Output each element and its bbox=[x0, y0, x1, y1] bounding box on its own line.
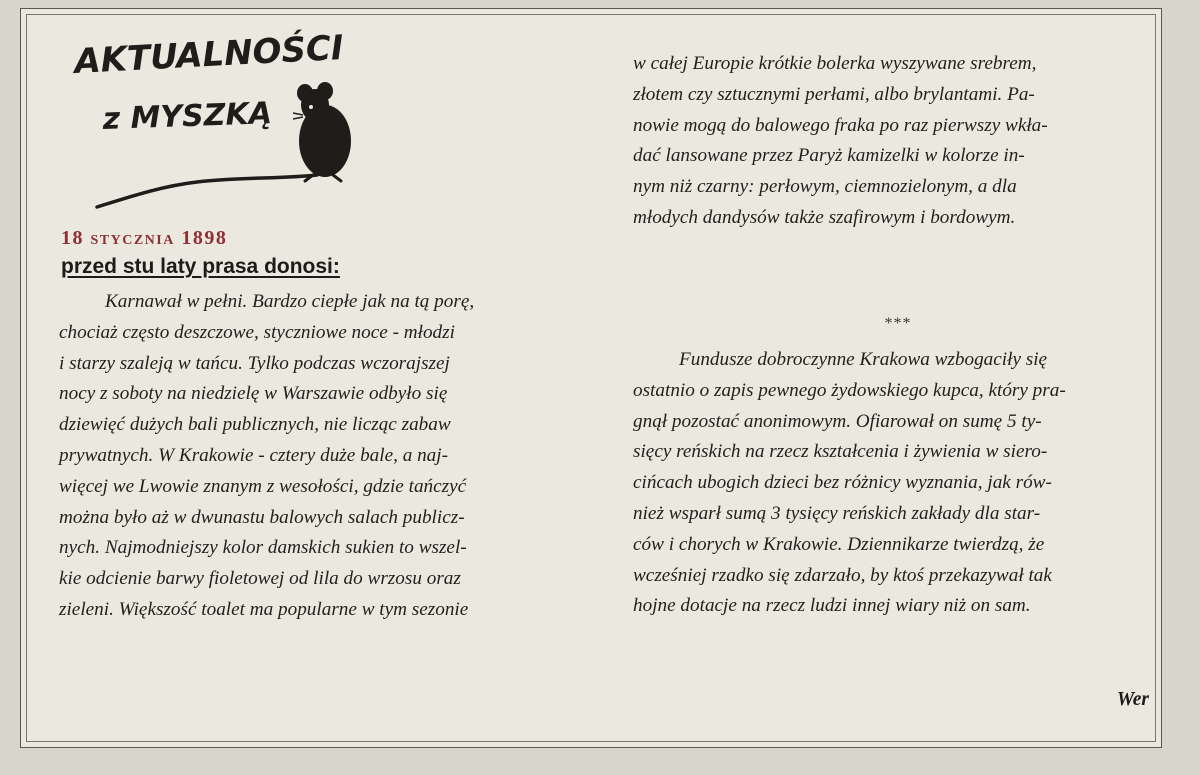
right-article-paragraph-2 bbox=[633, 345, 1163, 622]
left-article-line: chociaż często deszczowe, styczniowe noce - młodzi bbox=[59, 321, 455, 343]
mouse-icon bbox=[67, 29, 367, 224]
right-paragraph-2-line: nież wsparł sumą 3 tysięcy reńskich zakłady dla star- bbox=[633, 502, 1041, 524]
left-article-line: Karnawał w pełni. Bardzo ciepłe jak na tą porę, bbox=[105, 291, 475, 312]
section-heading: przed stu laty prasa donosi: bbox=[61, 255, 340, 278]
right-article-paragraph-1 bbox=[633, 49, 1163, 234]
news-box bbox=[20, 8, 1162, 748]
left-column bbox=[59, 29, 604, 739]
left-article-line: dziewięć dużych bali publicznych, nie licząc zabaw bbox=[59, 414, 451, 436]
left-article-line: nych. Najmodniejszy kolor damskich sukien to wszel- bbox=[59, 537, 467, 559]
left-article-text bbox=[59, 287, 579, 626]
right-paragraph-1-line: dać lansowane przez Paryż kamizelki w kolorze in- bbox=[633, 145, 1025, 167]
background-bleed-right bbox=[1168, 0, 1200, 775]
right-paragraph-2-line: cińcach ubogich dzieci bez różnicy wyznania, jak rów- bbox=[633, 472, 1052, 494]
right-paragraph-1-line: młodych dandysów także szafirowym i bordowym. bbox=[633, 206, 1016, 228]
article-date: 18 stycznia 1898 bbox=[61, 227, 228, 249]
right-paragraph-2-line: hojne dotacje na rzecz ludzi innej wiary niż on sam. bbox=[633, 595, 1031, 617]
logo-title: AKTUALNOŚCI bbox=[73, 29, 345, 82]
left-article-line: prywatnych. W Krakowie - cztery duże bale, a naj- bbox=[59, 444, 448, 466]
background-bleed-bottom bbox=[0, 747, 1200, 775]
right-paragraph-1-line: złotem czy sztucznymi perłami, albo brylantami. Pa- bbox=[633, 83, 1035, 105]
right-paragraph-2-line: ostatnio o zapis pewnego żydowskiego kupca, który pra- bbox=[633, 379, 1066, 401]
right-paragraph-1-line: nowie mogą do balowego fraka po raz pierwszy wkła- bbox=[633, 114, 1048, 136]
right-paragraph-2-line: wcześniej rzadko się zdarzało, by ktoś przekazywał tak bbox=[633, 564, 1052, 586]
right-paragraph-1-line: nym niż czarny: perłowym, ciemnozielonym, a dla bbox=[633, 176, 1017, 198]
left-article-line: kie odcienie barwy fioletowej od lila do wrzosu oraz bbox=[59, 568, 461, 590]
right-paragraph-2-line: sięcy reńskich na rzecz kształcenia i żywienia w siero- bbox=[633, 441, 1048, 463]
logo bbox=[67, 29, 367, 224]
right-paragraph-2-line: gnął pozostać anonimowym. Ofiarował on sumę 5 ty- bbox=[633, 410, 1042, 432]
right-column bbox=[633, 49, 1163, 739]
left-article-line: można było aż w dwunastu balowych salach publicz- bbox=[59, 506, 465, 528]
left-article-line: i starzy szaleją w tańcu. Tylko podczas wczorajszej bbox=[59, 352, 450, 374]
left-article-line: nocy z soboty na niedzielę w Warszawie odbyło się bbox=[59, 383, 448, 405]
right-paragraph-2-line: ców i chorych w Krakowie. Dziennikarze twierdzą, że bbox=[633, 533, 1045, 555]
logo-subtitle: z MYSZKĄ bbox=[102, 96, 273, 137]
author-signature: Wer bbox=[1116, 689, 1149, 710]
right-paragraph-1-line: w całej Europie krótkie bolerka wyszywane srebrem, bbox=[633, 53, 1037, 74]
left-article-line: zieleni. Większość toalet ma popularne w tym sezonie bbox=[59, 598, 469, 620]
section-separator: *** bbox=[884, 315, 912, 332]
left-article-line: więcej we Lwowie znanym z wesołości, gdzie tańczyć bbox=[59, 475, 467, 497]
right-paragraph-2-line: Fundusze dobroczynne Krakowa wzbogaciły się bbox=[679, 349, 1048, 370]
